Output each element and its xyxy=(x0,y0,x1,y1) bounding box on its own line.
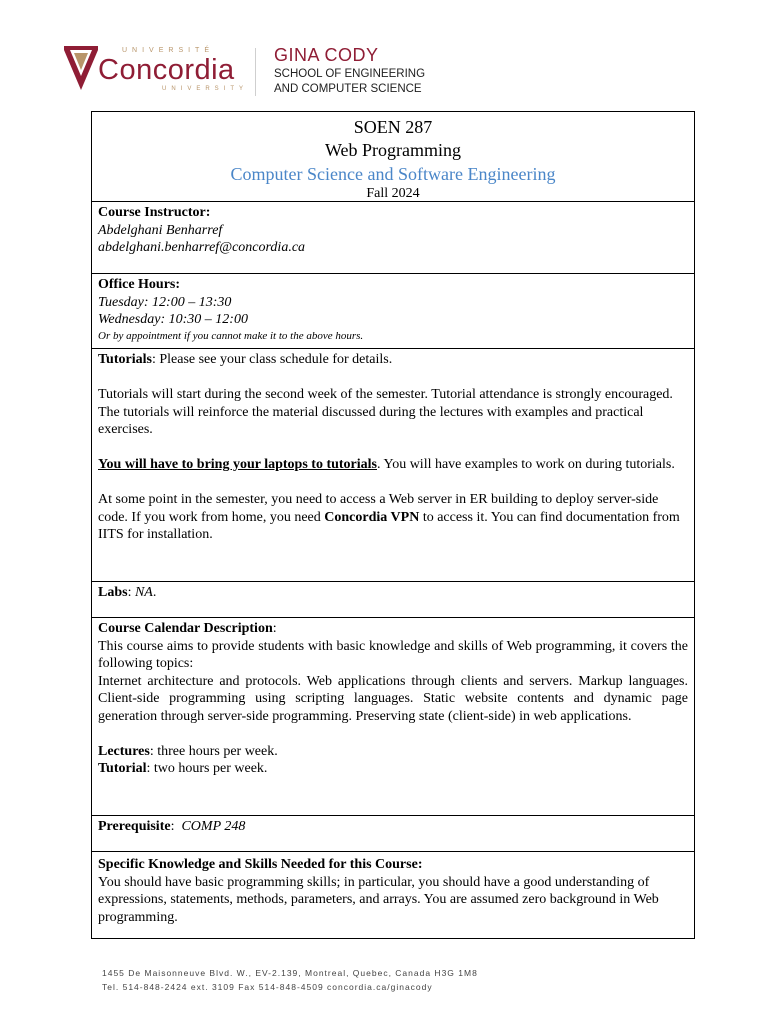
lectures-label: Lectures xyxy=(98,743,150,759)
tutorial-value: : two hours per week. xyxy=(146,761,268,776)
university-bottom-text: UNIVERSITY xyxy=(162,86,249,92)
prerequisite-sep: : xyxy=(170,819,182,834)
tutorials-para3-b: to access it. You can find documentation from IITS for installation. xyxy=(98,509,680,542)
school-subtitle-line2: AND COMPUTER SCIENCE xyxy=(274,83,422,95)
labs-value: NA xyxy=(134,585,153,600)
course-title-cell xyxy=(92,112,694,202)
course-outline-table xyxy=(91,111,695,939)
knowledge-cell xyxy=(92,852,694,938)
labs-end: . xyxy=(152,585,157,600)
office-hours-line1: Tuesday: 12:00 – 13:30 xyxy=(98,294,232,310)
school-subtitle-line1: SCHOOL OF ENGINEERING xyxy=(274,68,426,80)
footer-contact: Tel. 514-848-2424 ext. 3109 Fax 514-848-4509 concordia.ca/ginacody xyxy=(102,982,433,992)
tutorials-cell xyxy=(92,349,694,582)
labs-sep: : xyxy=(127,585,135,600)
laptops-rest: . You will have examples to work on during tutorials. xyxy=(377,457,675,472)
knowledge-text: You should have basic programming skills; in particular, you should have a good understanding of expressions, statements, methods, parameters, and arrays. You are assumed zero background in Web programming. xyxy=(98,874,659,925)
office-hours-cell xyxy=(92,274,694,349)
labs-cell xyxy=(92,582,694,618)
concordia-shield-icon xyxy=(62,44,100,92)
prerequisite-cell xyxy=(92,816,694,852)
header-divider xyxy=(255,48,256,96)
course-term: Fall 2024 xyxy=(366,186,420,201)
lectures-value: : three hours per week. xyxy=(149,743,278,759)
concordia-vpn-text: Concordia VPN xyxy=(324,509,420,525)
office-hours-note: Or by appointment if you cannot make it to the above hours. xyxy=(98,329,364,342)
calendar-colon: : xyxy=(272,621,277,636)
instructor-email[interactable]: abdelghani.benharref@concordia.ca xyxy=(98,240,306,255)
footer-address: 1455 De Maisonneuve Blvd. W., EV-2.139, Montreal, Quebec, Canada H3G 1M8 xyxy=(102,968,478,978)
university-top-text: UNIVERSITÉ xyxy=(122,47,215,54)
course-code: SOEN 287 xyxy=(353,117,433,137)
school-subtitle xyxy=(274,67,425,97)
department-name: Computer Science and Software Engineering xyxy=(230,164,556,184)
calendar-para2: Internet architecture and protocols. Web applications through clients and servers. Markup languages. Client-side programming using scripting languages. Static website contents and dynamic page generation through server-side programming. Preserving state (client-side) in web applications. xyxy=(98,673,688,724)
tutorials-para3-a: At some point in the semester, you need to access a Web server in ER building to deploy server-side code. If you work from home, you need xyxy=(98,492,659,525)
course-name: Web Programming xyxy=(324,140,462,160)
labs-heading: Labs xyxy=(98,585,128,600)
instructor-heading: Course Instructor: xyxy=(98,205,211,220)
school-name: GINA CODY xyxy=(274,45,379,65)
page-header xyxy=(0,0,768,110)
page-footer xyxy=(102,966,478,994)
tutorials-para1: Tutorials will start during the second week of the semester. Tutorial attendance is strongly encouraged. The tutorials will reinforce the material discussed during the lectures with examples and practical exercises. xyxy=(98,387,673,437)
knowledge-heading: Specific Knowledge and Skills Needed for this Course: xyxy=(98,857,423,872)
calendar-para1: This course aims to provide students with basic knowledge and skills of Web programming, it covers the following topics: xyxy=(98,638,688,671)
university-logo-name: Concordia xyxy=(98,54,235,86)
tutorials-heading: Tutorials xyxy=(98,352,152,367)
instructor-name: Abdelghani Benharref xyxy=(98,222,223,238)
office-hours-heading: Office Hours: xyxy=(98,277,181,292)
laptops-emphasis: You will have to bring your laptops to tutorials xyxy=(98,457,377,472)
office-hours-line2: Wednesday: 10:30 – 12:00 xyxy=(98,312,248,327)
prerequisite-heading: Prerequisite xyxy=(98,819,171,834)
instructor-cell xyxy=(92,202,694,274)
calendar-description-cell xyxy=(92,618,694,816)
calendar-heading: Course Calendar Description xyxy=(98,621,273,636)
tutorial-label: Tutorial xyxy=(98,761,147,776)
tutorials-intro: : Please see your class schedule for details. xyxy=(151,352,393,367)
prerequisite-value: COMP 248 xyxy=(181,819,246,834)
